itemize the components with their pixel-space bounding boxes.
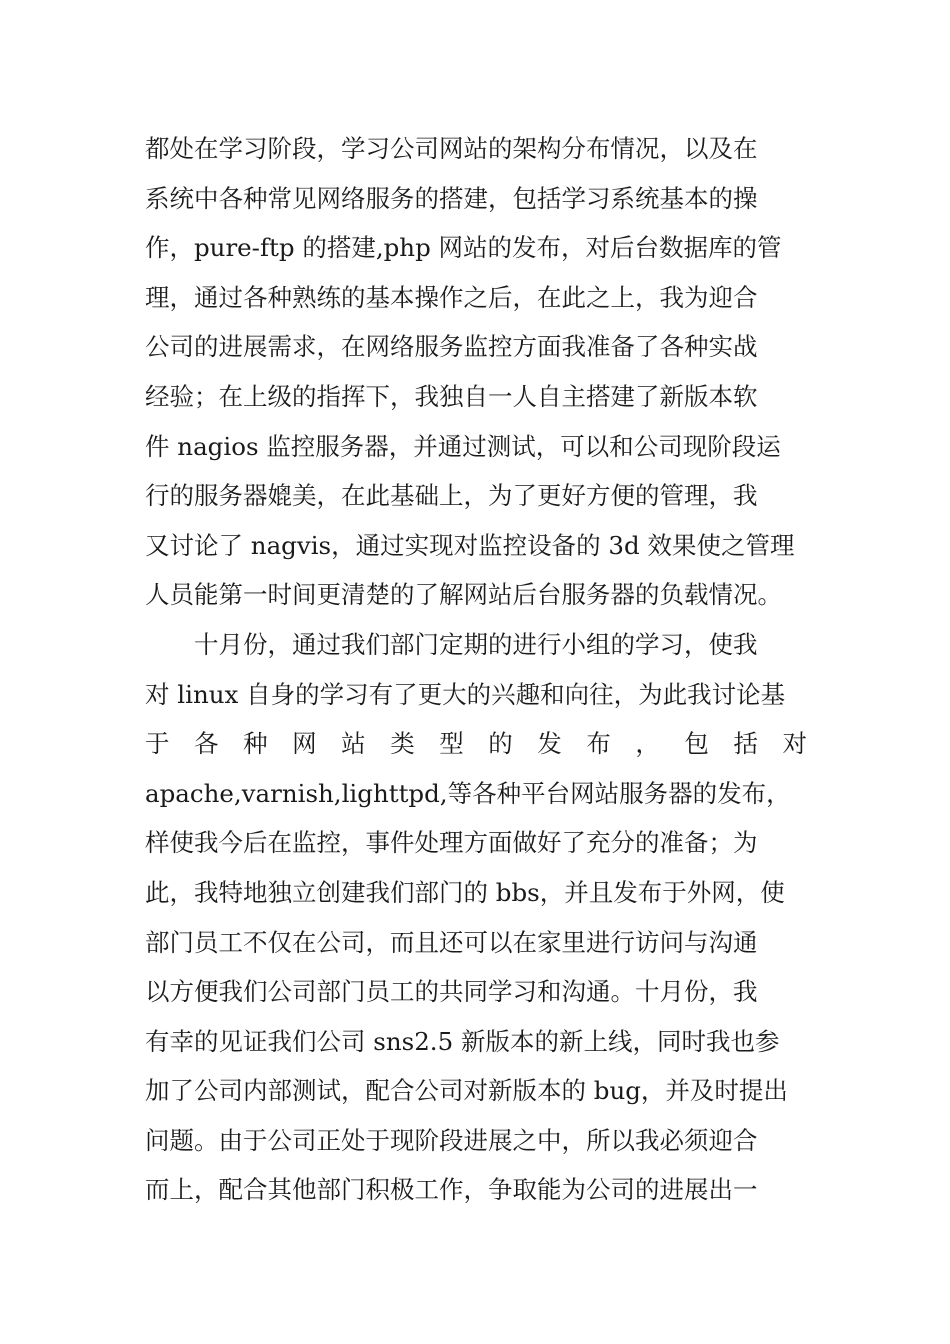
text-line: 此，我特地独立创建我们部门的 bbs，并且发布于外网，使 bbox=[145, 877, 785, 907]
text-line: 加了公司内部测试，配合公司对新版本的 bug，并及时提出 bbox=[145, 1076, 788, 1106]
text-line: 行的服务器媲美，在此基础上，为了更好方便的管理，我 bbox=[145, 481, 758, 511]
text-line: 理，通过各种熟练的基本操作之后，在此之上，我为迎合 bbox=[145, 282, 758, 312]
text-line: apache,varnish,lighttpd,等各种平台网站服务器的发布， bbox=[145, 778, 791, 808]
text-line: 作，pure-ftp 的搭建,php 网站的发布，对后台数据库的管 bbox=[145, 233, 782, 263]
text-line: 部门员工不仅在公司，而且还可以在家里进行访问与沟通 bbox=[145, 927, 758, 957]
text-line: 件 nagios 监控服务器，并通过测试，可以和公司现阶段运 bbox=[145, 431, 781, 461]
text-line: 又讨论了 nagvis，通过实现对监控设备的 3d 效果使之管理 bbox=[145, 530, 795, 560]
text-line: 问题。由于公司正处于现阶段进展之中，所以我必须迎合 bbox=[145, 1125, 758, 1155]
text-line: 公司的进展需求，在网络服务监控方面我准备了各种实战 bbox=[145, 332, 758, 362]
text-line: 经验；在上级的指挥下，我独自一人自主搭建了新版本软 bbox=[145, 381, 758, 411]
text-line: 都处在学习阶段，学习公司网站的架构分布情况，以及在 bbox=[145, 134, 758, 163]
paragraph-start-line: 十月份，通过我们部门定期的进行小组的学习，使我 bbox=[145, 629, 758, 659]
text-line: 有幸的见证我们公司 sns2.5 新版本的新上线，同时我也参 bbox=[145, 1026, 780, 1056]
text-line: 人员能第一时间更清楚的了解网站后台服务器的负载情况。 bbox=[145, 580, 782, 610]
body-text bbox=[145, 124, 807, 1215]
text-line: 以方便我们公司部门员工的共同学习和沟通。十月份，我 bbox=[145, 977, 758, 1007]
text-line: 对 linux 自身的学习有了更大的兴趣和向往，为此我讨论基 bbox=[145, 679, 786, 709]
text-line-justified: 于 各 种 网 站 类 型 的 发 布 ， 包 括 对 bbox=[145, 729, 807, 759]
text-line: 而上，配合其他部门积极工作，争取能为公司的进展出一 bbox=[145, 1175, 758, 1205]
text-line: 样使我今后在监控，事件处理方面做好了充分的准备；为 bbox=[145, 828, 758, 858]
text-line: 系统中各种常见网络服务的搭建，包括学习系统基本的操 bbox=[145, 183, 758, 213]
